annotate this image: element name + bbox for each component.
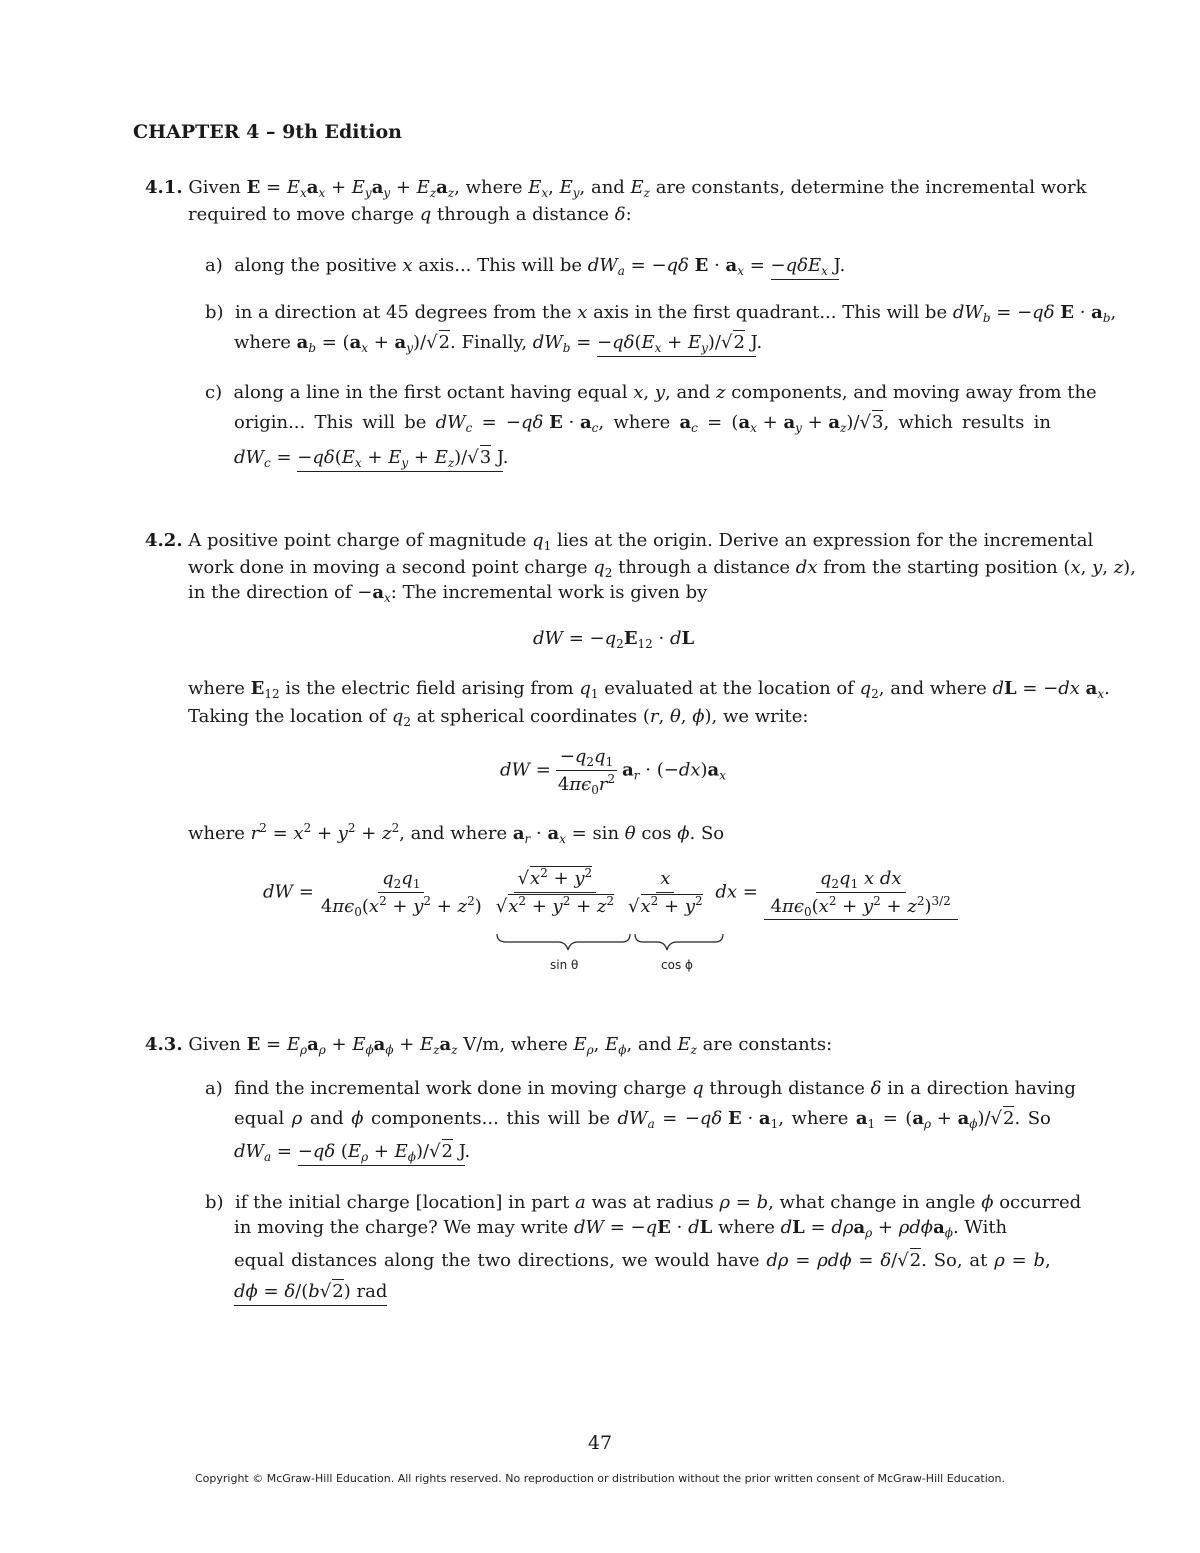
problem-4-3-line-1: 4.3. Given $E = E_\rho a_\rho + E_\phi a_\phi + E_za_z$ V/m, where $E_\rho$, $E_\phi$, and $E_z$ are constants: [145,1034,833,1057]
problem-4-2-line-5: Taking the location of $q_2$ at spherical coordinates (r, θ, ϕ), we write: [188,706,809,729]
problem-4-3-b-line-1: b) if the initial charge [location] in part a was at radius ρ = b, what change in angle ϕ occurred [205,1192,1082,1213]
chapter-title: CHAPTER 4 – 9th Edition [133,121,402,143]
item-label: a) [205,1078,223,1099]
problem-4-2-line-6: where $r^2 = x^2 + y^2 + z^2$, and where $a_r \cdot a_x = \sin \theta$ cos ϕ. So [188,821,725,846]
problem-4-3-b-line-4: dϕ = δ/(b√2) rad [234,1280,387,1304]
problem-number: 4.3. [145,1034,183,1055]
page-number: 47 [587,1432,613,1454]
cos-phi-label: cos ϕ [661,958,693,972]
copyright-notice: Copyright © McGraw-Hill Education. All rights reserved. No reproduction or distribution without the prior written consent of McGraw-Hill Education. [194,1472,1005,1485]
problem-4-2-line-2: work done in moving a second point charge $q_2$ through a distance dx from the starting position (x, y, z), [188,557,1136,580]
equation-dw-1: dW = $-q_2E_{12}$ · dL [533,628,695,651]
problem-4-1-b-line-1: b) in a direction at 45 degrees from the x axis in the first quadrant... This will be $dW_b = -q\delta$ $E \cdot a_b$, [205,302,1117,325]
problem-number: 4.1. [145,177,183,198]
problem-4-1-line-2: required to move charge q through a distance δ: [188,204,632,225]
problem-4-1-line-1: 4.1. Given $E = E_xa_x + E_ya_y + E_za_z$, where $E_x$, $E_y$, and $E_z$ are constants, determine the incremental work [145,177,1087,200]
problem-4-1-c-line-2: origin... This will be $dW_c$ = −qδ $E \cdot a_c$, where $a_c$ = $(a_x + a_y + a_z)/√3$, which results in [234,412,1051,435]
underbrace-graphics [494,932,734,954]
equation-dw-3: dW = $\frac{q_2q_1}{4\pi\epsilon_0(x^2 + y^2 + z^2)}$ $\frac{√x^2 + y^2}{√x^2 + y^2 + z^2}$ $\frac{x}{√x^2 + y^2}$ dx = $\frac{q_2q_1 x dx}{4\pi\epsilon_0(x^2 + y^2 + z^2)^{3/2}}$ [263,868,958,920]
equation-dw-2: dW = $\frac{-q_2q_1}{4\pi\epsilon_0r^2}$ $a_r \cdot (-dx)a_x$ [500,746,726,797]
problem-4-3-b-line-2: in moving the charge? We may write dW = −qE · dL where dL = dρa$_\rho$ + ρdϕa$_\phi$. With [234,1217,1008,1240]
problem-number: 4.2. [145,530,183,551]
problem-4-1-a: a) along the positive x axis... This will be $dW_a = -q\delta$ $E \cdot a_x = -q\delta E_x$ J. [205,255,846,278]
problem-4-1-b-line-2: where $a_b = (a_x + a_y)/√2$. Finally, $dW_b = -q\delta(E_x + E_y)/√2$ J. [234,332,763,355]
item-label: b) [205,302,224,323]
problem-4-3-a-line-1: a) find the incremental work done in moving charge q through distance δ in a direction having [205,1078,1076,1099]
problem-4-1-c-line-1: c) along a line in the first octant having equal x, y, and z components, and moving away from the [205,382,1097,403]
sin-theta-label: sin θ [550,958,579,972]
item-label: b) [205,1192,224,1213]
problem-4-2-line-4: where $E_{12}$ is the electric field arising from $q_1$ evaluated at the location of $q_2$, and where dL = −dx $a_x$. [188,678,1110,701]
problem-4-1-c-line-3: $dW_c = -q\delta(E_x + E_y + E_z)/√3$ J. [234,447,509,470]
problem-4-2-line-1: 4.2. A positive point charge of magnitude $q_1$ lies at the origin. Derive an expression for the incremental [145,530,1094,553]
problem-4-3-a-line-2: equal ρ and ϕ components... this will be $dW_a$ = −qδ $E \cdot a_1$, where $a_1$ = $(a_\rho + a_\phi)/√2$. So [234,1108,1051,1131]
problem-4-2-line-3: in the direction of $-a_x$: The incremental work is given by [188,582,708,605]
problem-4-3-a-line-3: $dW_a = -q\delta$ $(E_\rho + E_\phi)/√2$ J. [234,1141,471,1164]
item-label: a) [205,255,223,276]
problem-4-3-b-line-3: equal distances along the two directions, we would have dρ = ρdϕ = δ/√2. So, at ρ = b, [234,1250,1051,1271]
item-label: c) [205,382,223,403]
